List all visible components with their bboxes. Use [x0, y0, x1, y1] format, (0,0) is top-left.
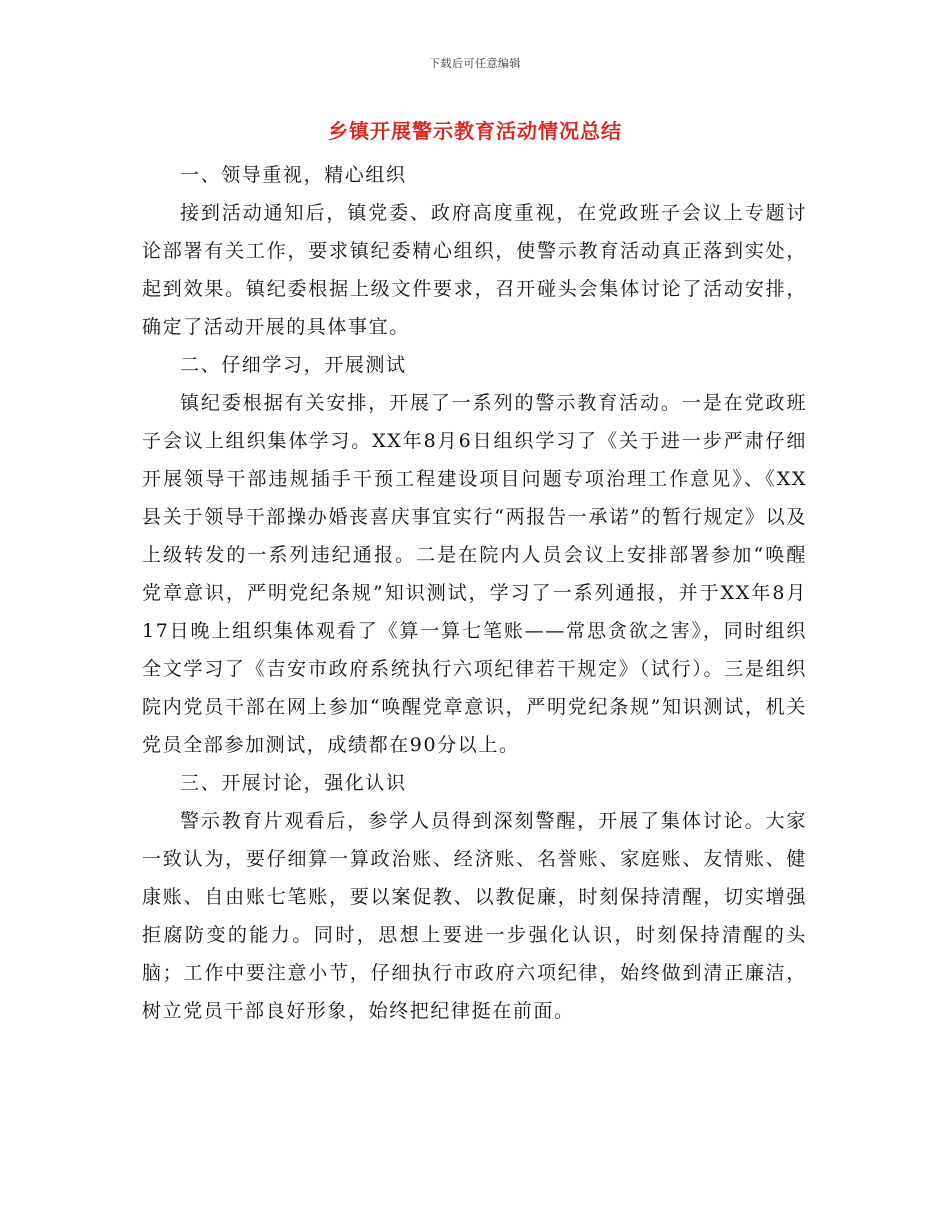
section-1-heading: 一、领导重视，精心组织 — [180, 164, 407, 186]
document-body — [142, 156, 807, 1030]
section-3-heading: 三、开展讨论，强化认识 — [180, 772, 407, 794]
section-1-paragraph: 接到活动通知后，镇党委、政府高度重视，在党政班子会议上专题讨论部署有关工作，要求镇纪委精心组织，使警示教育活动真正落到实处，起到效果。镇纪委根据上级文件要求，召开碰头会集体讨论了活动安排，确定了活动开展的具体事宜。 — [142, 202, 807, 338]
section-2-heading: 二、仔细学习，开展测试 — [180, 354, 407, 376]
page-header-note: 下载后可任意编辑 — [429, 57, 521, 70]
document-title: 乡镇开展警示教育活动情况总结 — [328, 119, 622, 143]
section-3-paragraph: 警示教育片观看后，参学人员得到深刻警醒，开展了集体讨论。大家一致认为，要仔细算一算政治账、经济账、名誉账、家庭账、友情账、健康账、自由账七笔账，要以案促教、以教促廉，时刻保持清醒，切实增强拒腐防变的能力。同时，思想上要进一步强化认识，时刻保持清醒的头脑；工作中要注意小节，仔细执行市政府六项纪律，始终做到清正廉洁，树立党员干部良好形象，始终把纪律挺在前面。 — [142, 810, 807, 1022]
section-2-paragraph: 镇纪委根据有关安排，开展了一系列的警示教育活动。一是在党政班子会议上组织集体学习。XX年8月6日组织学习了《关于进一步严肃仔细开展领导干部违规插手干预工程建设项目问题专项治理工作意见》、《XX县关于领导干部操办婚丧喜庆事宜实行“两报告一承诺”的暂行规定》以及上级转发的一系列违纪通报。二是在院内人员会议上安排部署参加“唤醒党章意识，严明党纪条规”知识测试，学习了一系列通报，并于XX年8月17日晚上组织集体观看了《算一算七笔账——常思贪欲之害》，同时组织全文学习了《吉安市政府系统执行六项纪律若干规定》（试行）。三是组织院内党员干部在网上参加“唤醒党章意识，严明党纪条规”知识测试，机关党员全部参加测试，成绩都在90分以上。 — [142, 392, 807, 756]
